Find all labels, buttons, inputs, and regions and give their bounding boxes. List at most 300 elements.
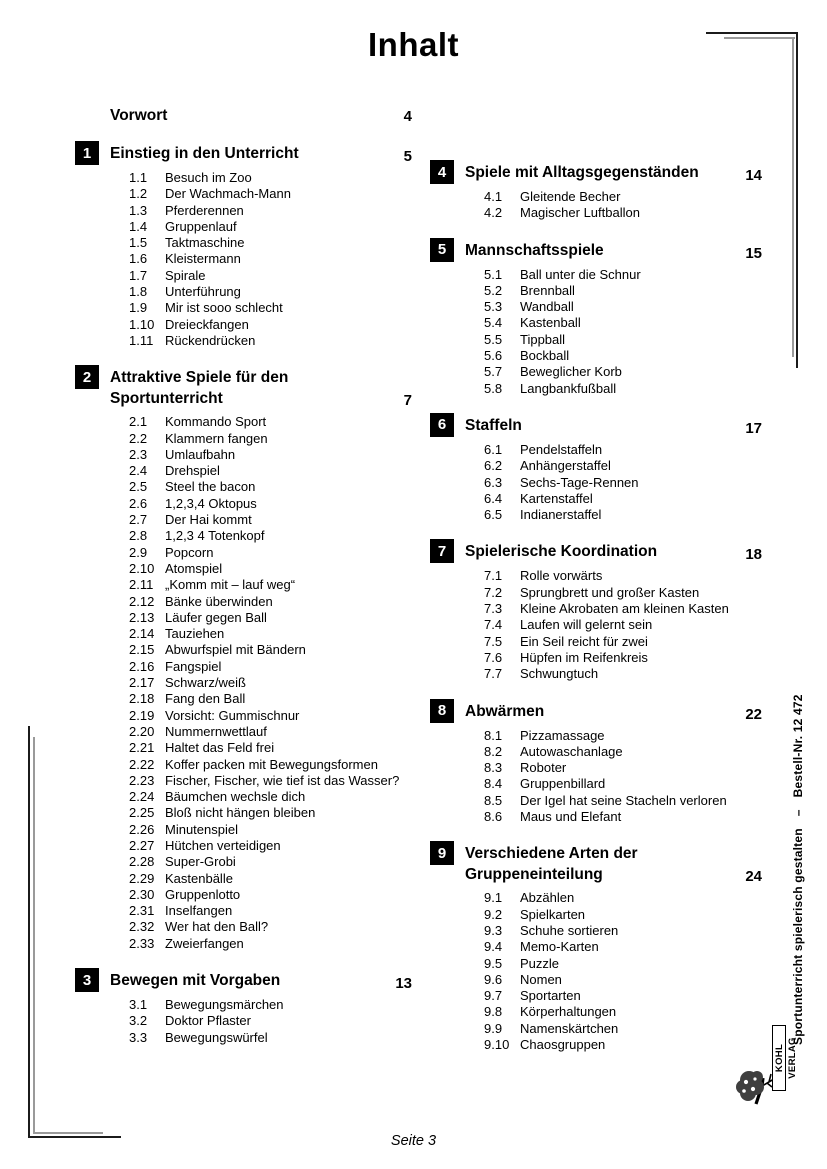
toc-item <box>75 333 412 349</box>
toc-item-number: 7.7 <box>484 666 503 682</box>
section-items <box>430 890 762 1053</box>
toc-item-label: Hütchen verteidigen <box>165 837 281 853</box>
toc-item-label: Magischer Luftballon <box>520 205 640 221</box>
toc-item <box>430 744 762 760</box>
toc-item-label: Gruppenlauf <box>165 218 237 234</box>
section-items <box>75 170 412 349</box>
page-title: Inhalt <box>368 26 459 63</box>
toc-item <box>430 458 762 474</box>
toc-item-number: 8.2 <box>484 743 503 759</box>
section-title-line: Abwärmen <box>465 702 545 720</box>
toc-item-label: Unterführung <box>165 284 241 300</box>
toc-item-number: 9.10 <box>484 1036 510 1052</box>
toc-item <box>430 666 762 682</box>
toc-item-label: Besuch im Zoo <box>165 170 252 185</box>
toc-item-label: Kleine Akrobaten am kleinen Kasten <box>520 601 729 617</box>
toc-item-label: Autowaschanlage <box>520 743 623 759</box>
section-page-number: 22 <box>745 705 762 723</box>
toc-item-number: 2.13 <box>129 609 155 625</box>
toc-item <box>75 1030 412 1046</box>
toc-item-number: 5.7 <box>484 364 503 380</box>
toc-item <box>430 939 762 955</box>
section-number-box: 1 <box>75 141 99 165</box>
section-header <box>430 413 762 437</box>
toc-item <box>75 919 412 935</box>
toc-item-number: 3.1 <box>129 997 148 1013</box>
toc-item <box>430 776 762 792</box>
toc-item <box>430 315 762 331</box>
toc-item-number: 1.9 <box>129 300 148 316</box>
toc-section-4 <box>430 160 762 222</box>
toc-item <box>430 267 762 283</box>
toc-item-number: 2.15 <box>129 642 155 658</box>
toc-section-1 <box>75 141 412 349</box>
toc-item-number: 2.11 <box>129 577 154 593</box>
section-number-box: 8 <box>430 699 454 723</box>
toc-item-number: 3.2 <box>129 1013 148 1029</box>
toc-item-label: Pferderennen <box>165 202 244 218</box>
toc-item-label: Kastenbälle <box>165 870 233 886</box>
toc-item-number: 5.1 <box>484 266 503 282</box>
toc-item <box>75 235 412 251</box>
section-title-line: Spielerische Koordination <box>465 543 658 561</box>
toc-item-number: 1.4 <box>129 218 148 234</box>
toc-section-9 <box>430 841 762 1053</box>
toc-item-label: Bloß nicht hängen bleiben <box>165 805 316 821</box>
toc-item <box>430 568 762 584</box>
section-title-line: Bewegen mit Vorgaben <box>110 972 281 990</box>
toc-item-label: Roboter <box>520 760 567 776</box>
toc-item <box>75 773 412 789</box>
section-title <box>110 365 404 409</box>
toc-item-label: Zweierfangen <box>165 935 244 951</box>
preface-page-number: 4 <box>403 108 412 125</box>
toc-item-number: 9.8 <box>484 1004 503 1020</box>
toc-item <box>430 507 762 523</box>
toc-item-label: Gleitende Becher <box>520 189 621 204</box>
toc-item-label: Mir ist sooo schlecht <box>165 300 283 316</box>
corner-frame-right-line <box>792 37 794 357</box>
toc-item <box>430 442 762 458</box>
toc-item-number: 2.22 <box>129 756 155 772</box>
toc-item-label: Sechs-Tage-Rennen <box>520 474 639 490</box>
toc-item-label: Wandball <box>520 299 574 315</box>
toc-item-number: 1.3 <box>129 202 148 218</box>
toc-item-number: 8.1 <box>484 727 503 743</box>
toc-item <box>75 838 412 854</box>
toc-item-label: Bänke überwinden <box>165 593 273 609</box>
toc-item <box>430 205 762 221</box>
toc-section-5 <box>430 238 762 397</box>
section-title <box>465 539 745 563</box>
toc-item-number: 1.2 <box>129 186 148 202</box>
toc-item <box>75 447 412 463</box>
toc-item-number: 1.8 <box>129 284 148 300</box>
toc-item <box>430 189 762 205</box>
toc-item-number: 6.2 <box>484 458 503 474</box>
section-title-line: Attraktive Spiele für den <box>110 369 289 387</box>
toc-item <box>430 728 762 744</box>
toc-section-8 <box>430 699 762 826</box>
toc-item <box>75 203 412 219</box>
toc-item-label: Doktor Pflaster <box>165 1013 251 1029</box>
toc-section-7 <box>430 539 762 682</box>
toc-item <box>430 491 762 507</box>
toc-item <box>75 1013 412 1029</box>
toc-item-number: 2.6 <box>129 495 148 511</box>
toc-item-number: 1.6 <box>129 251 148 267</box>
toc-item-number: 2.21 <box>129 740 155 756</box>
toc-item-number: 2.31 <box>129 903 155 919</box>
toc-item <box>75 854 412 870</box>
toc-item-number: 2.17 <box>129 675 155 691</box>
toc-item-label: Abwurfspiel mit Bändern <box>165 642 306 658</box>
toc-item-label: Schwarz/weiß <box>165 675 246 691</box>
toc-item-label: Vorsicht: Gummischnur <box>165 707 300 723</box>
toc-item-label: Indianerstaffel <box>520 507 602 523</box>
toc-item-label: Kommando Sport <box>165 414 267 430</box>
toc-item-label: Koffer packen mit Bewegungsformen <box>165 756 378 772</box>
toc-item-label: Wer hat den Ball? <box>165 919 269 935</box>
section-header <box>75 365 412 409</box>
section-header <box>430 160 762 184</box>
toc-item-label: Sportarten <box>520 988 581 1004</box>
toc-item-label: Laufen will gelernt sein <box>520 617 653 633</box>
toc-item <box>75 789 412 805</box>
toc-item-label: Fang den Ball <box>165 691 246 707</box>
section-page-number: 7 <box>403 392 412 410</box>
corner-frame-left-line <box>33 737 35 1134</box>
toc-item <box>430 1037 762 1053</box>
toc-item-number: 1.11 <box>129 332 154 348</box>
toc-item-label: Popcorn <box>165 544 214 560</box>
toc-item-number: 2.28 <box>129 854 155 870</box>
toc-item <box>75 479 412 495</box>
section-title <box>465 699 745 723</box>
section-items <box>430 442 762 523</box>
toc-item <box>430 617 762 633</box>
toc-item-label: Nomen <box>520 971 562 987</box>
toc-item <box>75 691 412 707</box>
toc-item-number: 2.7 <box>129 512 148 528</box>
toc-item <box>75 284 412 300</box>
toc-item-label: Tippball <box>520 331 566 347</box>
toc-item-number: 5.2 <box>484 282 503 298</box>
section-page-number: 17 <box>745 419 762 437</box>
toc-item <box>430 972 762 988</box>
side-caption-separator: – <box>791 809 805 817</box>
toc-item <box>75 594 412 610</box>
toc-item-number: 6.5 <box>484 507 503 523</box>
toc-item-label: Gruppenlotto <box>165 886 241 902</box>
toc-item-label: Anhängerstaffel <box>520 458 611 474</box>
toc-item <box>430 760 762 776</box>
toc-item-label: Der Hai kommt <box>165 512 252 528</box>
toc-item <box>430 793 762 809</box>
toc-item <box>75 626 412 642</box>
toc-item-number: 6.1 <box>484 441 503 457</box>
toc-preface-row <box>75 106 412 125</box>
toc-item <box>75 496 412 512</box>
toc-item-number: 5.3 <box>484 299 503 315</box>
toc-item-number: 2.2 <box>129 430 148 446</box>
toc-item-label: Kastenball <box>520 315 581 331</box>
section-header <box>75 968 412 992</box>
toc-item <box>75 219 412 235</box>
toc-section-2 <box>75 365 412 952</box>
section-page-number: 18 <box>745 546 762 564</box>
toc-item-label: Pizzamassage <box>520 727 605 743</box>
toc-item <box>430 585 762 601</box>
toc-item-label: Läufer gegen Ball <box>165 609 267 625</box>
toc-item-label: Namenskärtchen <box>520 1020 619 1036</box>
toc-item <box>75 268 412 284</box>
section-number-box: 2 <box>75 365 99 389</box>
toc-item-label: „Komm mit – lauf weg“ <box>165 577 296 593</box>
toc-column-right <box>430 144 762 1053</box>
toc-item <box>430 1021 762 1037</box>
page-footer: Seite 3 <box>390 1133 437 1149</box>
toc-item <box>75 610 412 626</box>
toc-item-number: 4.1 <box>484 189 503 204</box>
toc-item <box>75 561 412 577</box>
section-number-box: 7 <box>430 539 454 563</box>
section-number-box: 9 <box>430 841 454 865</box>
toc-item-number: 5.4 <box>484 315 503 331</box>
toc-item <box>75 724 412 740</box>
toc-item-number: 7.2 <box>484 584 503 600</box>
section-page-number: 13 <box>395 975 412 993</box>
toc-item-label: Super-Grobi <box>165 854 236 870</box>
toc-section-6 <box>430 413 762 523</box>
section-title-line: Verschiedene Arten der <box>465 845 638 863</box>
section-items <box>75 997 412 1046</box>
toc-item-number: 9.9 <box>484 1020 503 1036</box>
toc-item <box>430 923 762 939</box>
toc-item-number: 8.3 <box>484 760 503 776</box>
toc-item-number: 2.20 <box>129 723 155 739</box>
toc-item-label: 1,2,3 4 Totenkopf <box>165 528 265 544</box>
toc-item-number: 8.5 <box>484 792 503 808</box>
left-sections-container <box>75 141 412 1046</box>
toc-item-number: 2.5 <box>129 479 148 495</box>
toc-item-label: Sprungbrett und großer Kasten <box>520 584 700 600</box>
toc-item-label: Nummernwettlauf <box>165 723 267 739</box>
toc-item <box>75 740 412 756</box>
section-header <box>430 238 762 262</box>
toc-item-number: 2.24 <box>129 789 155 805</box>
section-page-number: 15 <box>745 244 762 262</box>
toc-item-number: 2.16 <box>129 658 155 674</box>
toc-item-label: Inselfangen <box>165 903 233 919</box>
toc-item-number: 3.3 <box>129 1029 148 1045</box>
toc-item-number: 7.1 <box>484 568 503 584</box>
toc-item <box>430 809 762 825</box>
toc-item <box>75 317 412 333</box>
toc-item-label: Hüpfen im Reifenkreis <box>520 649 648 665</box>
toc-item <box>430 1004 762 1020</box>
toc-item <box>75 431 412 447</box>
toc-item <box>430 907 762 923</box>
toc-item-number: 6.3 <box>484 474 503 490</box>
toc-item-number: 9.6 <box>484 971 503 987</box>
preface-label: Vorwort <box>110 107 168 124</box>
toc-item-number: 9.1 <box>484 890 503 906</box>
toc-item <box>75 300 412 316</box>
toc-item-label: Körperhaltungen <box>520 1004 617 1020</box>
corner-frame-left-line <box>28 726 30 1138</box>
toc-item-number: 2.4 <box>129 463 148 479</box>
toc-item-number: 5.8 <box>484 380 503 396</box>
toc-item <box>75 251 412 267</box>
section-items <box>430 189 762 222</box>
toc-item-label: Rückendrücken <box>165 332 256 348</box>
toc-item-label: Maus und Elefant <box>520 809 622 825</box>
corner-frame-right-line <box>796 32 798 368</box>
side-caption-order-no: Bestell-Nr. 12 472 <box>791 694 805 798</box>
toc-item <box>75 642 412 658</box>
toc-item-number: 9.5 <box>484 955 503 971</box>
toc-item-number: 2.30 <box>129 886 155 902</box>
toc-item-number: 2.32 <box>129 919 155 935</box>
toc-item-number: 2.29 <box>129 870 155 886</box>
toc-item-number: 2.9 <box>129 544 148 560</box>
toc-item <box>430 890 762 906</box>
toc-item <box>75 757 412 773</box>
toc-item-number: 2.33 <box>129 935 155 951</box>
section-items <box>430 568 762 682</box>
toc-item-label: Spielkarten <box>520 906 586 922</box>
toc-item-label: Dreieckfangen <box>165 316 249 332</box>
section-header <box>430 539 762 563</box>
toc-item <box>430 956 762 972</box>
toc-item <box>430 988 762 1004</box>
toc-item-label: Schuhe sortieren <box>520 922 619 938</box>
toc-item-label: Steel the bacon <box>165 479 256 495</box>
toc-item <box>75 463 412 479</box>
toc-item-number: 1.7 <box>129 267 148 283</box>
toc-item <box>75 708 412 724</box>
section-title-line: Einstieg in den Unterricht <box>110 145 299 162</box>
section-header <box>75 141 412 165</box>
toc-item <box>75 528 412 544</box>
section-page-number: 14 <box>745 167 762 184</box>
section-title <box>465 238 745 262</box>
section-header <box>430 841 762 885</box>
toc-item-label: Spirale <box>165 267 206 283</box>
toc-item <box>430 332 762 348</box>
toc-item-label: Tauziehen <box>165 626 225 642</box>
section-page-number: 24 <box>745 868 762 886</box>
toc-item <box>75 805 412 821</box>
toc-item-number: 7.3 <box>484 601 503 617</box>
toc-item-number: 1.1 <box>129 170 148 185</box>
toc-item-label: Umlaufbahn <box>165 446 236 462</box>
toc-item-number: 2.23 <box>129 772 155 788</box>
section-number-box: 6 <box>430 413 454 437</box>
toc-section-3 <box>75 968 412 1046</box>
toc-item-number: 2.8 <box>129 528 148 544</box>
toc-item <box>75 822 412 838</box>
toc-item-label: Taktmaschine <box>165 235 245 251</box>
section-title-line: Mannschaftsspiele <box>465 241 604 259</box>
toc-item-number: 2.1 <box>129 414 148 430</box>
toc-item-number: 2.10 <box>129 560 155 576</box>
toc-item <box>75 512 412 528</box>
toc-item-label: Chaosgruppen <box>520 1036 606 1052</box>
toc-item-label: Langbankfußball <box>520 380 617 396</box>
toc-item-label: Rolle vorwärts <box>520 568 603 584</box>
toc-item-number: 4.2 <box>484 205 503 221</box>
section-title-line: Spiele mit Alltagsgegenständen <box>465 164 699 181</box>
toc-item-label: Fangspiel <box>165 658 222 674</box>
toc-item-label: Drehspiel <box>165 463 220 479</box>
toc-item <box>75 577 412 593</box>
toc-item-label: Kartenstaffel <box>520 490 593 506</box>
toc-item-number: 8.4 <box>484 776 503 792</box>
toc-item-number: 7.5 <box>484 633 503 649</box>
toc-item <box>430 634 762 650</box>
toc-column-left <box>75 106 412 1046</box>
toc-item-number: 9.3 <box>484 922 503 938</box>
toc-item <box>430 475 762 491</box>
toc-item-number: 7.6 <box>484 649 503 665</box>
toc-item-label: Ein Seil reicht für zwei <box>520 633 648 649</box>
toc-item-label: Schwungtuch <box>520 666 599 682</box>
toc-item <box>75 414 412 430</box>
toc-item-label: Ball unter die Schnur <box>520 266 641 282</box>
toc-item-label: Brennball <box>520 282 575 298</box>
toc-item <box>75 545 412 561</box>
toc-item-label: Kleistermann <box>165 251 241 267</box>
section-items <box>430 728 762 826</box>
toc-item-number: 6.4 <box>484 490 503 506</box>
toc-item-label: Bäumchen wechsle dich <box>165 789 306 805</box>
toc-item <box>75 936 412 952</box>
side-caption <box>791 694 807 1045</box>
toc-item-number: 2.12 <box>129 593 155 609</box>
right-sections-container <box>430 160 762 1053</box>
toc-item <box>430 601 762 617</box>
toc-item-label: Der Igel hat seine Stacheln verloren <box>520 792 727 808</box>
toc-item-label: Fischer, Fischer, wie tief ist das Wasser? <box>165 772 400 788</box>
section-title-line: Sportunterricht <box>110 390 223 408</box>
section-title-line: Gruppeneinteilung <box>465 866 603 884</box>
toc-item-label: Atomspiel <box>165 560 223 576</box>
toc-item-label: Minutenspiel <box>165 821 238 837</box>
toc-item <box>75 170 412 186</box>
toc-item-number: 5.5 <box>484 331 503 347</box>
toc-item-number: 2.14 <box>129 626 155 642</box>
toc-item-label: Abzählen <box>520 890 575 906</box>
toc-item-label: Gruppenbillard <box>520 776 606 792</box>
toc-item <box>430 299 762 315</box>
toc-item-number: 2.18 <box>129 691 155 707</box>
toc-item-label: Bockball <box>520 348 570 364</box>
section-page-number: 5 <box>403 148 412 165</box>
toc-item <box>75 903 412 919</box>
toc-item-label: Bewegungswürfel <box>165 1029 268 1045</box>
toc-item <box>75 871 412 887</box>
toc-item-label: Der Wachmach-Mann <box>165 186 291 202</box>
toc-item-label: Puzzle <box>520 955 560 971</box>
section-number-box: 5 <box>430 238 454 262</box>
section-title <box>465 413 745 437</box>
toc-item-number: 2.27 <box>129 837 155 853</box>
toc-item-label: Bewegungsmärchen <box>165 997 284 1013</box>
section-title-line: Staffeln <box>465 416 522 434</box>
toc-item <box>75 887 412 903</box>
